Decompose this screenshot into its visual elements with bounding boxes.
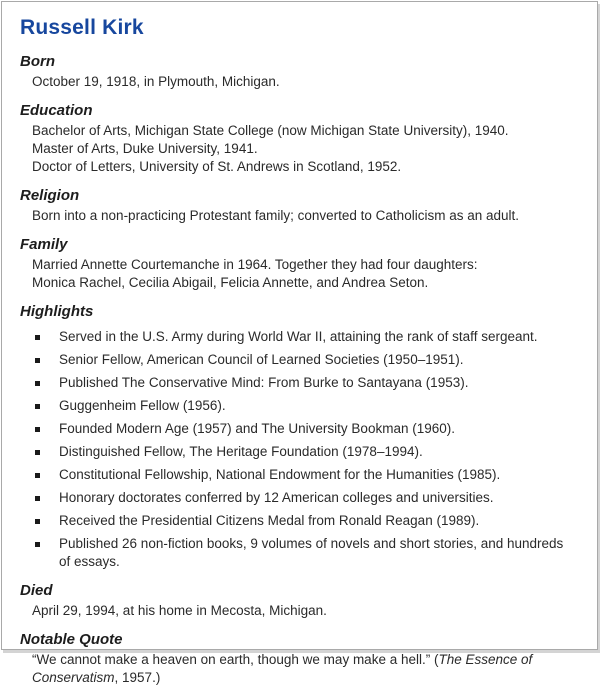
education-line: Bachelor of Arts, Michigan State College (now Michigan State University), 1940. xyxy=(32,123,509,138)
quote-work-title: The Essence of Conservatism xyxy=(32,652,533,685)
religion-text: Born into a non-practicing Protestant family; converted to Catholicism as an adult. xyxy=(32,208,519,223)
section-family xyxy=(20,236,577,292)
section-notable-quote xyxy=(20,631,577,687)
highlight-text: Published 26 non-fiction books, 9 volumes of novels and short stories, and hundreds of essays. xyxy=(59,536,564,569)
list-item xyxy=(35,489,577,507)
section-heading-died: Died xyxy=(20,582,53,599)
section-heading-highlights: Highlights xyxy=(20,303,94,320)
highlight-text: Published The Conservative Mind: From Burke to Santayana (1953). xyxy=(59,375,469,390)
quote-prefix: “We cannot make a heaven on earth, though we may make a hell.” ( xyxy=(32,652,439,667)
section-heading-notable-quote: Notable Quote xyxy=(20,631,123,648)
list-item xyxy=(35,466,577,484)
highlight-text: Distinguished Fellow, The Heritage Foundation (1978–1994). xyxy=(59,444,423,459)
square-bullet-icon xyxy=(35,335,40,340)
family-line: Married Annette Courtemanche in 1964. Together they had four daughters: xyxy=(32,257,478,272)
section-heading-education: Education xyxy=(20,102,93,119)
square-bullet-icon xyxy=(35,358,40,363)
education-line: Doctor of Letters, University of St. Andrews in Scotland, 1952. xyxy=(32,159,402,174)
list-item xyxy=(35,420,577,438)
square-bullet-icon xyxy=(35,427,40,432)
section-highlights xyxy=(20,303,577,571)
family-line: Monica Rachel, Cecilia Abigail, Felicia Annette, and Andrea Seton. xyxy=(32,275,429,290)
section-heading-born: Born xyxy=(20,53,55,70)
square-bullet-icon xyxy=(35,542,40,547)
section-education xyxy=(20,102,577,176)
list-item xyxy=(35,535,577,571)
born-text: October 19, 1918, in Plymouth, Michigan. xyxy=(32,74,280,89)
list-item xyxy=(35,328,577,346)
quote-suffix: , 1957.) xyxy=(114,670,161,685)
biography-card xyxy=(1,1,598,685)
list-item xyxy=(35,397,577,415)
square-bullet-icon xyxy=(35,381,40,386)
highlight-text: Honorary doctorates conferred by 12 American colleges and universities. xyxy=(59,490,494,505)
section-heading-religion: Religion xyxy=(20,187,80,204)
section-born xyxy=(20,53,577,91)
list-item xyxy=(35,443,577,461)
list-item xyxy=(35,351,577,369)
list-item xyxy=(35,374,577,392)
section-died xyxy=(20,582,577,620)
education-line: Master of Arts, Duke University, 1941. xyxy=(32,141,258,156)
section-heading-family: Family xyxy=(20,236,68,253)
highlight-text: Constitutional Fellowship, National Endowment for the Humanities (1985). xyxy=(59,467,501,482)
highlight-text: Senior Fellow, American Council of Learned Societies (1950–1951). xyxy=(59,352,464,367)
highlight-text: Guggenheim Fellow (1956). xyxy=(59,398,226,413)
highlights-list xyxy=(20,328,577,571)
page-title: Russell Kirk xyxy=(20,16,144,39)
died-text: April 29, 1994, at his home in Mecosta, Michigan. xyxy=(32,603,327,618)
highlight-text: Received the Presidential Citizens Medal from Ronald Reagan (1989). xyxy=(59,513,480,528)
quote-text xyxy=(20,651,577,687)
highlight-text: Founded Modern Age (1957) and The University Bookman (1960). xyxy=(59,421,455,436)
highlight-text: Served in the U.S. Army during World War II, attaining the rank of staff sergeant. xyxy=(59,329,538,344)
list-item xyxy=(35,512,577,530)
square-bullet-icon xyxy=(35,404,40,409)
square-bullet-icon xyxy=(35,496,40,501)
square-bullet-icon xyxy=(35,450,40,455)
section-religion xyxy=(20,187,577,225)
square-bullet-icon xyxy=(35,519,40,524)
square-bullet-icon xyxy=(35,473,40,478)
